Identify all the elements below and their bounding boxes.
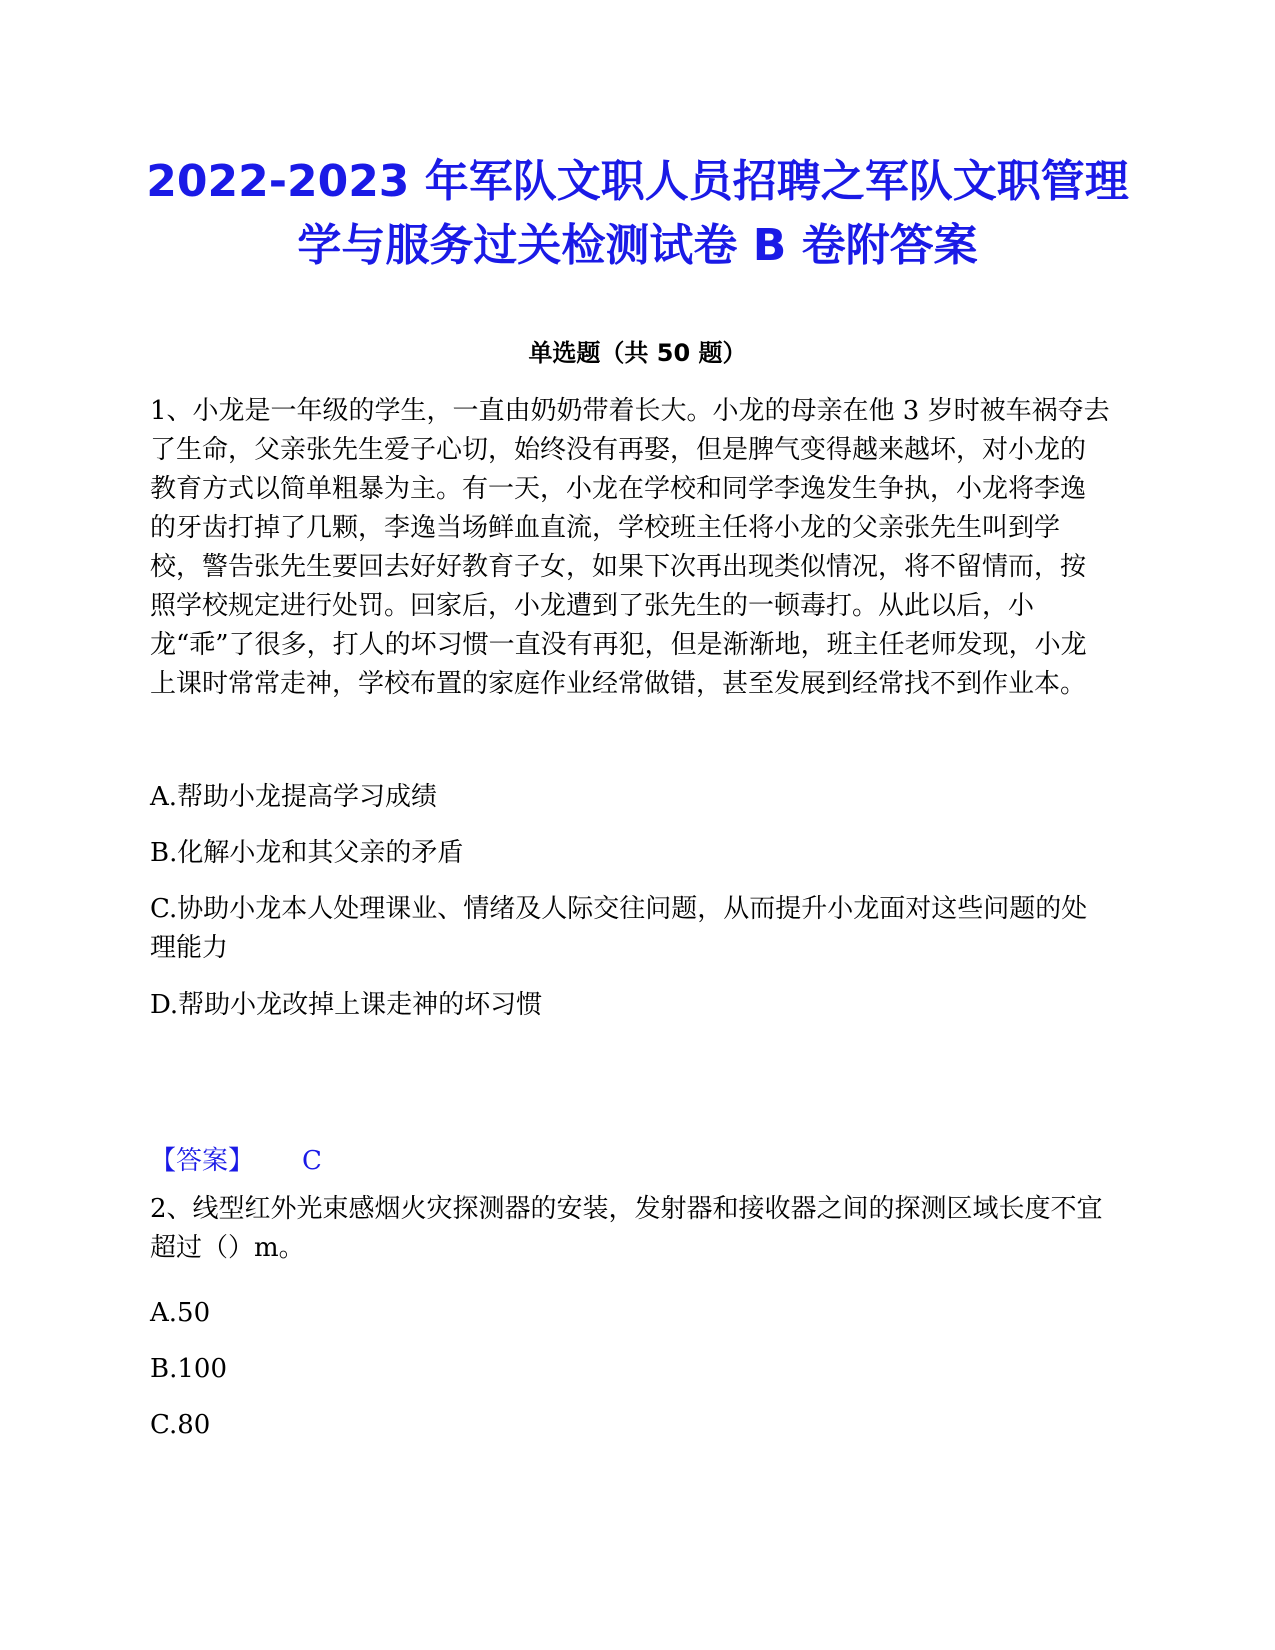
answer-value: C	[302, 1146, 322, 1176]
question-1-option-d: D.帮助小龙改掉上课走神的坏习惯	[150, 990, 543, 1020]
question-2-option-b: B.100	[150, 1354, 227, 1384]
question-2-stem: 2、线型红外光束感烟火灾探测器的安装，发射器和接收器之间的探测区域长度不宜超过（）m。	[150, 1194, 1103, 1263]
question-2-option-a: A.50	[150, 1298, 211, 1328]
answer-label: 【答案】	[150, 1146, 255, 1176]
question-1-option-b: B.化解小龙和其父亲的矛盾	[150, 838, 464, 868]
question-2-option-c: C.80	[150, 1410, 211, 1440]
document-title: 2022-2023 年军队文职人员招聘之军队文职管理学与服务过关检测试卷 B 卷附答案	[146, 156, 1129, 271]
question-1-stem: 1、小龙是一年级的学生，一直由奶奶带着长大。小龙的母亲在他 3 岁时被车祸夺去了生命，父亲张先生爱子心切，始终没有再娶，但是脾气变得越来越坏，对小龙的教育方式以简单粗暴为主。有一天，小龙在学校和同学李逸发生争执，小龙将李逸的牙齿打掉了几颗，李逸当场鲜血直流，学校班主任将小龙的父亲张先生叫到学校，警告张先生要回去好好教育子女，如果下次再出现类似情况，将不留情而，按照学校规定进行处罚。回家后，小龙遭到了张先生的一顿毒打。从此以后，小龙“乖”了很多，打人的坏习惯一直没有再犯，但是渐渐地，班主任老师发现，小龙上课时常常走神，学校布置的家庭作业经常做错，甚至发展到经常找不到作业本。	[150, 396, 1110, 699]
question-1-answer	[150, 1142, 1110, 1181]
question-1-option-c: C.协助小龙本人处理课业、情绪及人际交往问题，从而提升小龙面对这些问题的处理能力	[150, 894, 1088, 963]
question-1-option-a: A.帮助小龙提高学习成绩	[150, 782, 438, 812]
section-heading: 单选题（共 50 题）	[528, 339, 747, 367]
